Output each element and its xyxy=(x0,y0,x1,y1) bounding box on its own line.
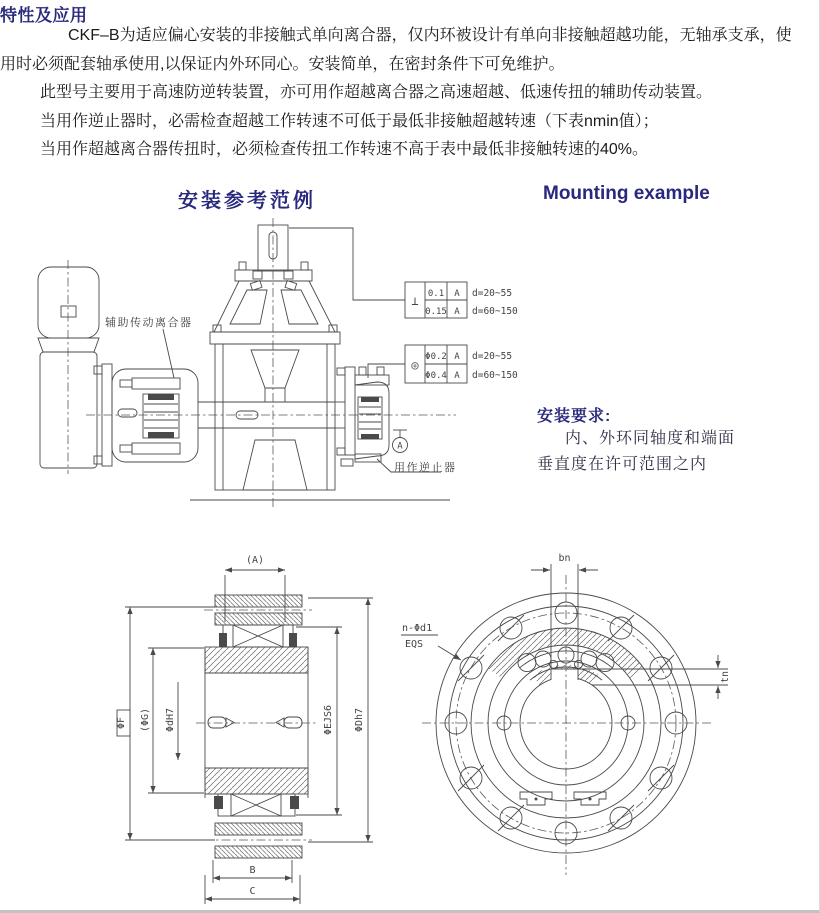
backstop-clutch xyxy=(337,367,389,466)
datum-letter: A xyxy=(397,441,403,452)
bolt-note-line1: n-Φd1 xyxy=(402,623,433,634)
tolerance-datum: A xyxy=(454,289,460,299)
shaft xyxy=(86,402,456,428)
intro-line: 此型号主要用于高速防逆转装置，亦可用作超越离合器之高速超越、低速传扭的辅助传动装置。 xyxy=(40,84,713,102)
clutch-front-view xyxy=(422,575,712,875)
tolerance-range: d=60~150 xyxy=(472,370,518,381)
dim-label-d: ΦdH7 xyxy=(165,707,176,733)
dim-label-B: B xyxy=(249,865,256,876)
dim-label-A: (A) xyxy=(245,555,265,566)
intro-line: 当用作超越离合器传扭时，必须检查传扭工作转速不高于表中最低非接触转速的40%。 xyxy=(40,141,649,159)
page-title: 特性及应用 xyxy=(0,6,88,25)
backstop-label: 用作逆止器 xyxy=(394,462,457,474)
tolerance-datum: A xyxy=(454,352,460,362)
tolerance-datum: A xyxy=(454,371,460,381)
tolerance-frame-perpendicularity xyxy=(289,228,467,318)
tolerance-range: d=60~150 xyxy=(472,306,518,317)
dim-label-tn: tn xyxy=(720,670,731,684)
requirements-title: 安装要求: xyxy=(537,408,612,425)
intro-line: 当用作逆止器时，必需检查超越工作转速不可低于最低非接触超越转速（下表nmin值）； xyxy=(40,112,659,130)
dim-label-D: ΦDh7 xyxy=(354,707,365,733)
mounting-requirements xyxy=(537,403,797,478)
motor xyxy=(38,260,99,474)
section-heading-cn: 安装参考范例 xyxy=(178,190,316,212)
bolt-note-line2: EQS xyxy=(405,639,424,650)
dim-label-bn: bn xyxy=(558,553,571,564)
dim-label-C: C xyxy=(249,886,256,897)
tolerance-leader xyxy=(368,364,405,378)
intro-line: 用时必须配套轴承使用,以保证内外环同心。安装简单，在密封条件下可免维护。 xyxy=(0,55,565,73)
requirements-line: 内、外环同轴度和端面 xyxy=(565,430,736,447)
intro-line: CKF–B为适应偏心安装的非接触式单向离合器，仅内环被设计有单向非接触超越功能，无轴承支承，使 xyxy=(68,27,792,44)
assembly-drawing xyxy=(8,218,538,520)
tolerance-value: 0.15 xyxy=(425,307,447,317)
dim-label-F: ΦF xyxy=(116,716,127,730)
tolerance-range: d=20~55 xyxy=(472,288,513,299)
tolerance-range: d=20~55 xyxy=(472,351,513,362)
dimension-drawing xyxy=(100,530,740,913)
section-heading-en: Mounting example xyxy=(543,183,710,204)
perpendicularity-icon: ⊥ xyxy=(411,294,419,308)
clutch-section-view xyxy=(196,595,316,858)
dim-label-G: (ΦG) xyxy=(140,707,151,733)
requirements-line: 垂直度在许可范围之内 xyxy=(537,456,708,473)
aux-clutch-leader xyxy=(163,329,174,378)
intro-paragraph xyxy=(0,22,820,165)
tolerance-value: Φ0.4 xyxy=(425,371,447,381)
tolerance-value: 0.1 xyxy=(427,289,445,299)
aux-clutch-label: 辅助传动离合器 xyxy=(105,317,193,329)
concentricity-icon: ◎ xyxy=(411,358,419,372)
tolerance-datum: A xyxy=(454,307,460,317)
tolerance-leader xyxy=(289,228,405,300)
tolerance-value: Φ0.2 xyxy=(425,352,447,362)
dim-label-E: ΦEJS6 xyxy=(323,704,334,736)
